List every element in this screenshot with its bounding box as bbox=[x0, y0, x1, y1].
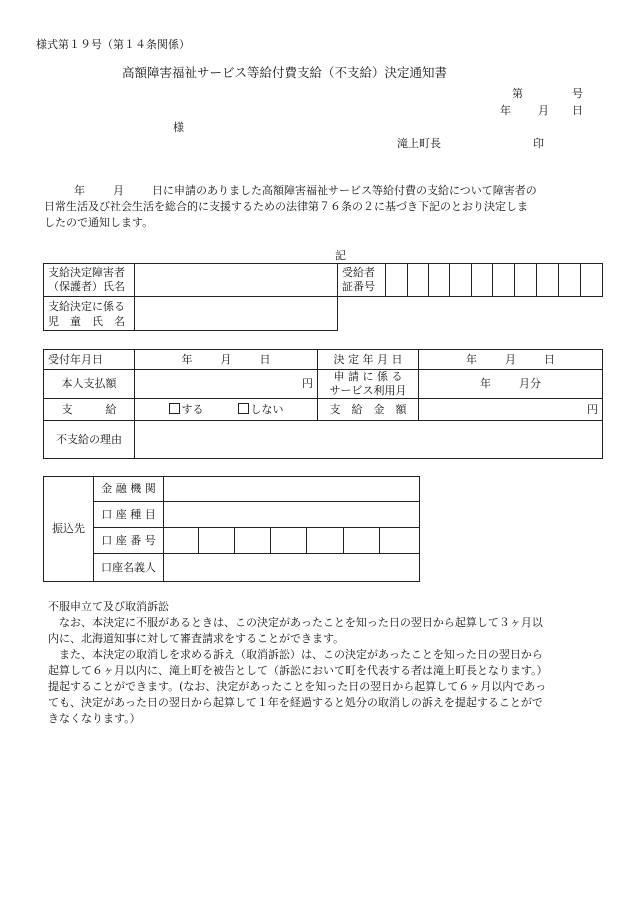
recipient-name-field[interactable] bbox=[135, 264, 338, 297]
date-day-label: 日 bbox=[572, 104, 583, 117]
number-label-go: 号 bbox=[572, 87, 583, 100]
certificate-digit[interactable] bbox=[386, 264, 408, 297]
intro-year: 年 bbox=[74, 184, 85, 197]
certificate-digit[interactable] bbox=[408, 264, 429, 297]
reason-label: 不支給の理由 bbox=[44, 421, 135, 459]
transfer-label: 振込先 bbox=[44, 477, 94, 582]
certificate-digit[interactable] bbox=[493, 264, 515, 297]
certificate-digit[interactable] bbox=[559, 264, 581, 297]
intro-line-1 bbox=[74, 184, 537, 197]
account-number-digit[interactable] bbox=[344, 528, 380, 554]
child-name-field[interactable] bbox=[135, 297, 338, 331]
account-type-label: 口 座 種 目 bbox=[94, 502, 164, 528]
number-label-dai: 第 bbox=[512, 87, 523, 100]
decision-date-label: 決 定 年 月 日 bbox=[318, 350, 419, 370]
addressee-suffix: 様 bbox=[173, 121, 184, 134]
self-pay-label: 本人支払額 bbox=[44, 370, 135, 399]
payment-label: 支 給 bbox=[44, 399, 135, 421]
intro-line-2: 日常生活及び社会生活を総合的に支援するための法律第７６条の２に基づき下記のとおり決定しま bbox=[44, 200, 528, 213]
reason-field[interactable] bbox=[135, 421, 603, 459]
payment-amount-field[interactable]: 円 bbox=[419, 399, 603, 421]
certificate-digit[interactable] bbox=[515, 264, 537, 297]
intro-line-3: したので通知します。 bbox=[44, 216, 154, 229]
blank-area bbox=[338, 297, 603, 331]
service-month-label: 申 請 に 係 る サービス利用月 bbox=[318, 370, 419, 399]
dont-checkbox[interactable] bbox=[238, 403, 249, 414]
document-title: 高額障害福祉サービス等給付費支給（不支給）決定通知書 bbox=[122, 65, 448, 80]
certificate-digit[interactable] bbox=[429, 264, 450, 297]
decision-table bbox=[43, 349, 603, 459]
account-number-digit[interactable] bbox=[271, 528, 307, 554]
account-number-digit[interactable] bbox=[164, 528, 199, 554]
recipient-name-label: 支給決定障害者 （保護者）氏名 bbox=[44, 264, 135, 297]
seal-mark: 印 bbox=[533, 137, 544, 150]
receipt-date-field[interactable]: 年 月 日 bbox=[135, 350, 318, 370]
form-number: 様式第１９号（第１４条関係） bbox=[36, 38, 190, 51]
date-month-label: 月 bbox=[538, 104, 549, 117]
dont-option-label: しない bbox=[250, 402, 284, 416]
certificate-digit[interactable] bbox=[537, 264, 559, 297]
appeal-p2-line1: また、本決定の取消しを求める訴え（取消訴訟）は、この決定があったことを知った日の翌日から bbox=[48, 648, 543, 661]
self-pay-field[interactable]: 円 bbox=[135, 370, 318, 399]
intro-month: 月 bbox=[113, 184, 124, 197]
account-type-field[interactable] bbox=[164, 502, 420, 528]
issuer-name: 滝上町長 bbox=[397, 137, 441, 150]
account-number-label: 口 座 番 号 bbox=[94, 528, 164, 554]
appeal-p2-line3: 提起することができます。(なお、決定があったことを知った日の翌日から起算して６ヶ月以内であっ bbox=[48, 680, 547, 693]
date-year-label: 年 bbox=[500, 104, 511, 117]
transfer-table bbox=[43, 476, 420, 582]
account-number-digit[interactable] bbox=[199, 528, 235, 554]
account-holder-field[interactable] bbox=[164, 554, 420, 582]
do-option-label: する bbox=[181, 402, 204, 416]
child-name-label: 支給決定に係る 児 童 氏 名 bbox=[44, 297, 135, 331]
appeal-p1-line2: 内に、北海道知事に対して審査請求をすることができます。 bbox=[48, 632, 345, 645]
intro-rest: 日に申請のありました高額障害福祉サービス等給付費の支給について障害者の bbox=[152, 184, 537, 197]
account-holder-label: 口座名義人 bbox=[94, 554, 164, 582]
decision-date-field[interactable]: 年 月 日 bbox=[419, 350, 603, 370]
account-number-digit[interactable] bbox=[307, 528, 344, 554]
appeal-p2-line5: きなくなります。） bbox=[48, 712, 141, 725]
certificate-digit[interactable] bbox=[472, 264, 493, 297]
payment-options bbox=[135, 399, 318, 421]
appeal-p2-line2: 起算して６ヶ月以内に、滝上町を被告として（訴訟において町を代表する者は滝上町長となります。） bbox=[48, 664, 548, 677]
bank-label: 金 融 機 関 bbox=[94, 477, 164, 502]
do-checkbox[interactable] bbox=[169, 403, 180, 414]
account-number-digit[interactable] bbox=[380, 528, 420, 554]
certificate-digit[interactable] bbox=[450, 264, 472, 297]
name-table bbox=[43, 263, 603, 331]
certificate-number-label: 受給者 証番号 bbox=[338, 264, 386, 297]
certificate-digit[interactable] bbox=[581, 264, 603, 297]
payment-amount-label: 支 給 金 額 bbox=[318, 399, 419, 421]
service-month-field[interactable]: 年 月分 bbox=[419, 370, 603, 399]
bank-field[interactable] bbox=[164, 477, 420, 502]
appeal-p1-line1: なお、本決定に不服があるときは、この決定があったことを知った日の翌日から起算して３ヶ月以 bbox=[48, 616, 543, 629]
receipt-date-label: 受付年月日 bbox=[44, 350, 135, 370]
account-number-digit[interactable] bbox=[235, 528, 271, 554]
ki-mark: 記 bbox=[335, 249, 346, 262]
appeal-p2-line4: ても、決定があった日の翌日から起算して１年を経過すると処分の取消しの訴えを提起することがで bbox=[48, 696, 543, 709]
appeal-heading: 不服申立て及び取消訴訟 bbox=[48, 600, 169, 613]
